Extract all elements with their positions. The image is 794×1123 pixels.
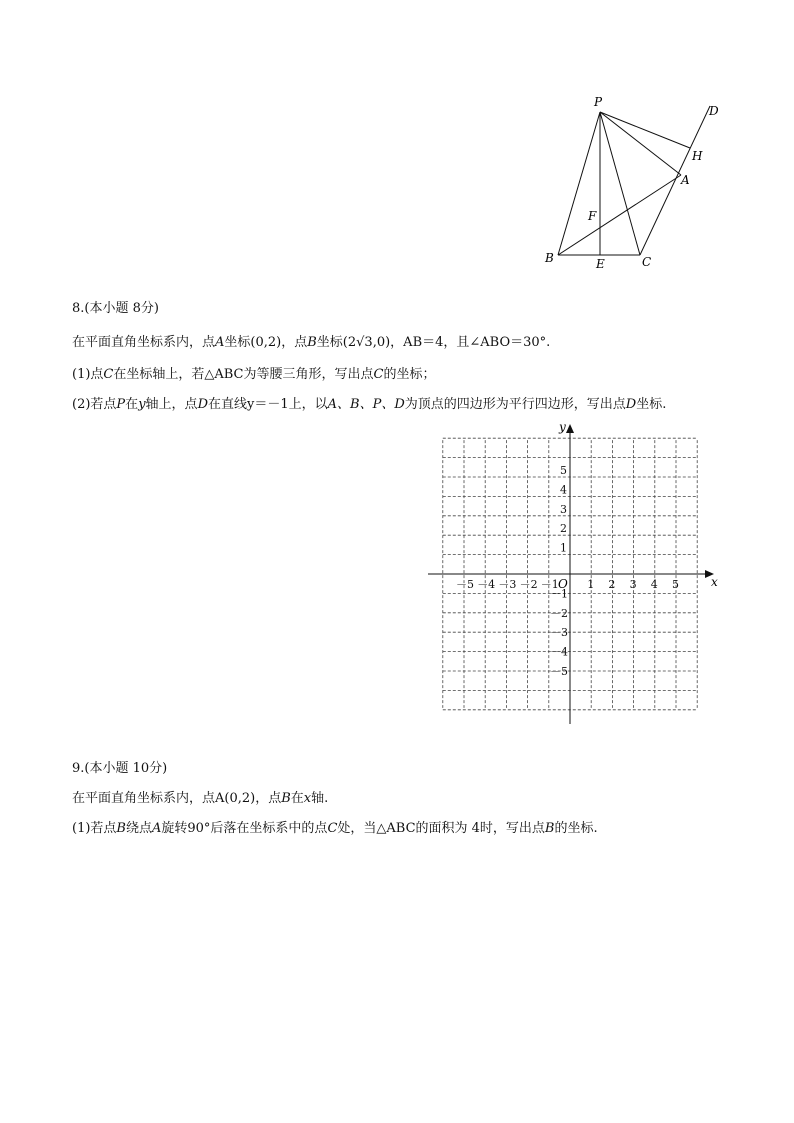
q8-heading: 8.(本小题 8分) (72, 301, 159, 316)
q8-part1: (1)点C在坐标轴上，若△ABC为等腰三角形，写出点C的坐标； (72, 367, 436, 382)
label-h: H (692, 149, 703, 163)
y-tick-label: －3 (550, 626, 568, 640)
x-tick-label: －1 (540, 578, 559, 591)
x-tick-label: 1 (587, 578, 595, 591)
x-tick-label: 5 (672, 578, 679, 591)
ray-cd (640, 106, 710, 255)
segment-pa (600, 112, 681, 175)
label-b: B (545, 251, 554, 265)
q8-stem: 在平面直角坐标系内，点A坐标(0,2)，点B坐标(2√3,0)，AB＝4，且∠ABO＝30°. (72, 335, 551, 350)
segment-ph (600, 112, 690, 148)
x-axis-label: x (711, 575, 718, 589)
q9-part1: (1)若点B绕点A旋转90°后落在坐标系中的点C处，当△ABC的面积为 4时，写出点B的坐标. (72, 821, 598, 836)
y-tick-label: －5 (550, 665, 568, 678)
y-axis-arrow (566, 424, 574, 433)
segment-pc (600, 112, 640, 255)
y-tick-label: －1 (550, 587, 568, 601)
label-f: F (588, 209, 597, 223)
y-tick-label: 5 (560, 464, 567, 477)
coordinate-grid (420, 418, 730, 728)
segment-ba (558, 175, 681, 255)
y-tick-label: 2 (560, 522, 567, 536)
y-tick-label: －4 (550, 645, 568, 659)
x-tick-label: －2 (519, 578, 538, 591)
label-c: C (642, 255, 652, 269)
x-tick-label: 2 (608, 578, 616, 591)
y-tick-label: 3 (560, 502, 567, 516)
y-tick-label: －2 (550, 606, 568, 620)
geometry-figure (530, 90, 740, 275)
q9-stem: 在平面直角坐标系内，点A(0,2)，点B在x轴. (72, 791, 329, 806)
x-tick-label: 4 (650, 578, 658, 591)
label-a: A (681, 173, 690, 187)
q8-part2: (2)若点P在y轴上，点D在直线y＝－1上，以A、B、P、D为顶点的四边形为平行四边形，写出点D坐标. (72, 397, 667, 412)
label-d: D (709, 104, 719, 118)
segment-pb (558, 112, 600, 255)
x-tick-label: －3 (498, 578, 517, 591)
label-e: E (596, 257, 605, 271)
origin-label: O (558, 577, 568, 591)
x-tick-label: －5 (456, 578, 474, 591)
label-p: P (594, 95, 603, 109)
y-tick-label: 4 (560, 483, 567, 497)
y-tick-label: 1 (560, 541, 567, 555)
x-tick-label: 3 (629, 578, 637, 591)
x-tick-label: －4 (477, 578, 496, 591)
y-axis-label: y (559, 420, 566, 434)
q9-heading: 9.(本小题 10分) (72, 761, 168, 776)
